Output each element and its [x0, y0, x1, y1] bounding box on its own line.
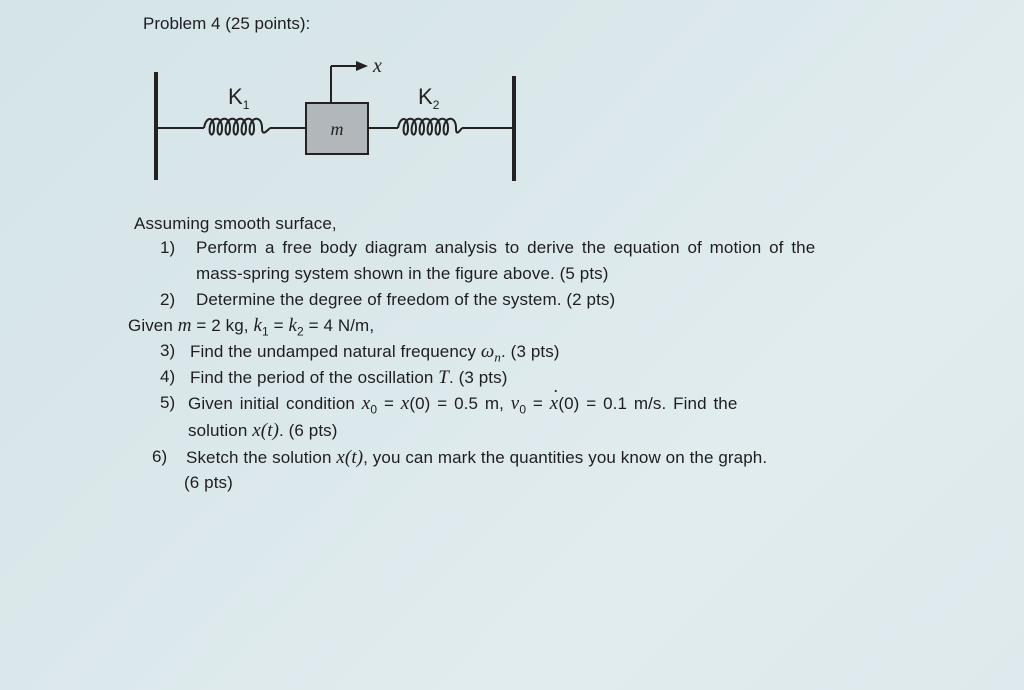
spring-k1: [204, 119, 270, 135]
q4-line1: Find the period of the oscillation T. (3 pts): [190, 367, 508, 388]
intro-text: Assuming smooth surface,: [134, 214, 337, 233]
q1-line1: Perform a free body diagram analysis to derive the equation of motion of the: [196, 238, 816, 257]
q6-line2: (6 pts): [184, 473, 233, 492]
q5-number: 5): [160, 393, 176, 412]
x-arrowhead-icon: [356, 61, 368, 71]
q2-line1: Determine the degree of freedom of the system. (2 pts): [196, 290, 616, 309]
k2-label: $K_2$: [418, 84, 440, 112]
q4-number: 4): [160, 367, 176, 386]
q6-line1: Sketch the solution x(t), you can mark the quantities you know on the graph.: [186, 447, 768, 468]
q5-line1: Given initial condition $x_0 = x(0) = 0.5$ m, $v_0$ = · x(0) = 0.1 m/s. Find the: [188, 393, 737, 416]
x-label: x: [373, 55, 382, 77]
q2-number: 2): [160, 290, 176, 309]
q1-line2: mass-spring system shown in the figure above. (5 pts): [196, 264, 609, 283]
mass-spring-figure: [0, 0, 1024, 200]
q3-number: 3): [160, 341, 176, 360]
q1-number: 1): [160, 238, 176, 257]
k1-label: $K_1$: [228, 84, 250, 112]
problem-title: Problem 4 (25 points):: [143, 14, 311, 33]
mass-label: m: [330, 119, 344, 139]
given-line: Given m = 2 kg, $k_1 = k_2 = 4$ N/m,: [128, 315, 375, 339]
spring-k2: [398, 119, 462, 135]
q3-line1: Find the undamped natural frequency $\omega_n$. (3 pts): [190, 341, 560, 365]
q6-number: 6): [152, 447, 168, 466]
q5-line2: solution x(t). (6 pts): [188, 420, 338, 441]
